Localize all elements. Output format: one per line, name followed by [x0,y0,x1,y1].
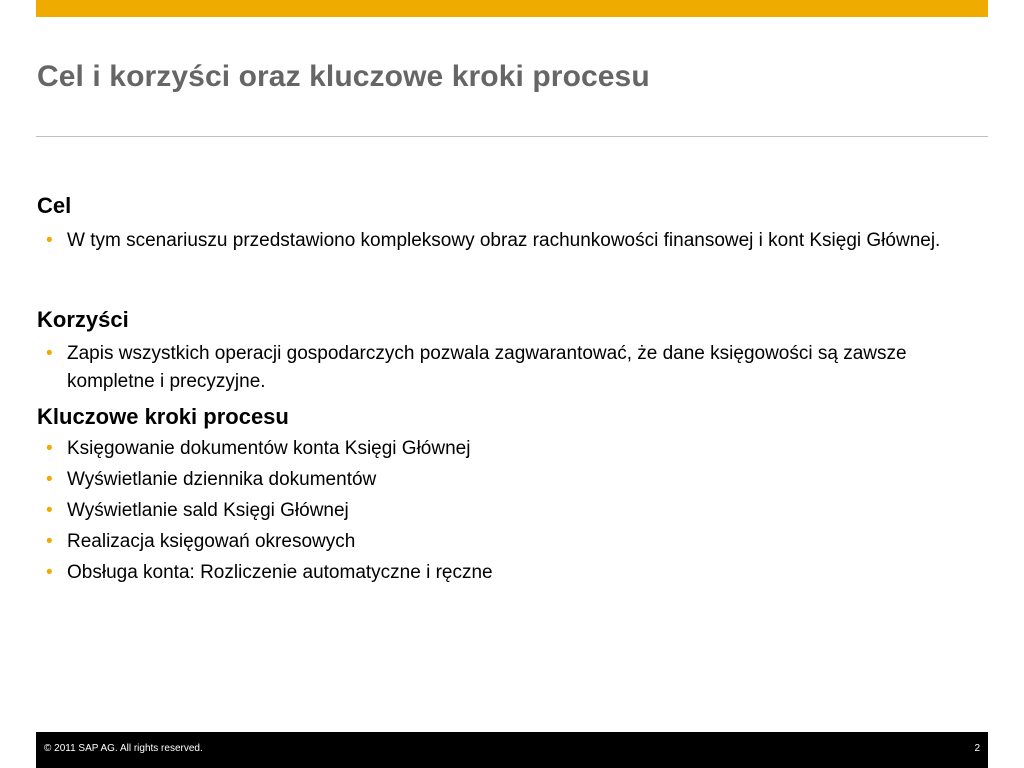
list-item [46,464,987,495]
list-item-text: Wyświetlanie sald Księgi Głównej [67,500,349,521]
key-steps-list [46,433,987,588]
bullet-icon: • [46,500,53,521]
top-accent-bar [36,0,988,17]
bullet-icon: • [46,469,53,490]
section-heading-benefits: Korzyści [37,307,129,332]
goal-list [46,227,987,255]
list-item-text: Realizacja księgowań okresowych [67,531,356,552]
section-heading-goal: Cel [37,193,72,218]
page-number: 2 [974,743,980,754]
list-item-text: Zapis wszystkich operacji gospodarczych pozwala zagwarantować, że dane księgowości są zawsze kompletne i precyzyjne. [67,343,907,392]
list-item-text: W tym scenariuszu przedstawiono kompleksowy obraz rachunkowości finansowej i kont Księgi Głównej. [67,230,941,251]
list-item [46,227,987,255]
title-divider [36,136,988,137]
section-heading-key-steps: Kluczowe kroki procesu [37,404,289,429]
footer-bar [36,732,988,768]
list-item [46,340,987,396]
list-item [46,433,987,464]
list-item [46,557,987,588]
bullet-icon: • [46,438,53,459]
bullet-icon: • [46,343,53,364]
list-item [46,526,987,557]
list-item [46,495,987,526]
list-item-text: Obsługa konta: Rozliczenie automatyczne i ręczne [67,562,493,583]
bullet-icon: • [46,230,53,251]
bullet-icon: • [46,531,53,552]
copyright-notice: © 2011 SAP AG. All rights reserved. [44,743,203,754]
benefits-list [46,340,987,396]
list-item-text: Księgowanie dokumentów konta Księgi Głównej [67,438,471,459]
slide-title: Cel i korzyści oraz kluczowe kroki procesu [37,60,650,93]
bullet-icon: • [46,562,53,583]
list-item-text: Wyświetlanie dziennika dokumentów [67,469,377,490]
